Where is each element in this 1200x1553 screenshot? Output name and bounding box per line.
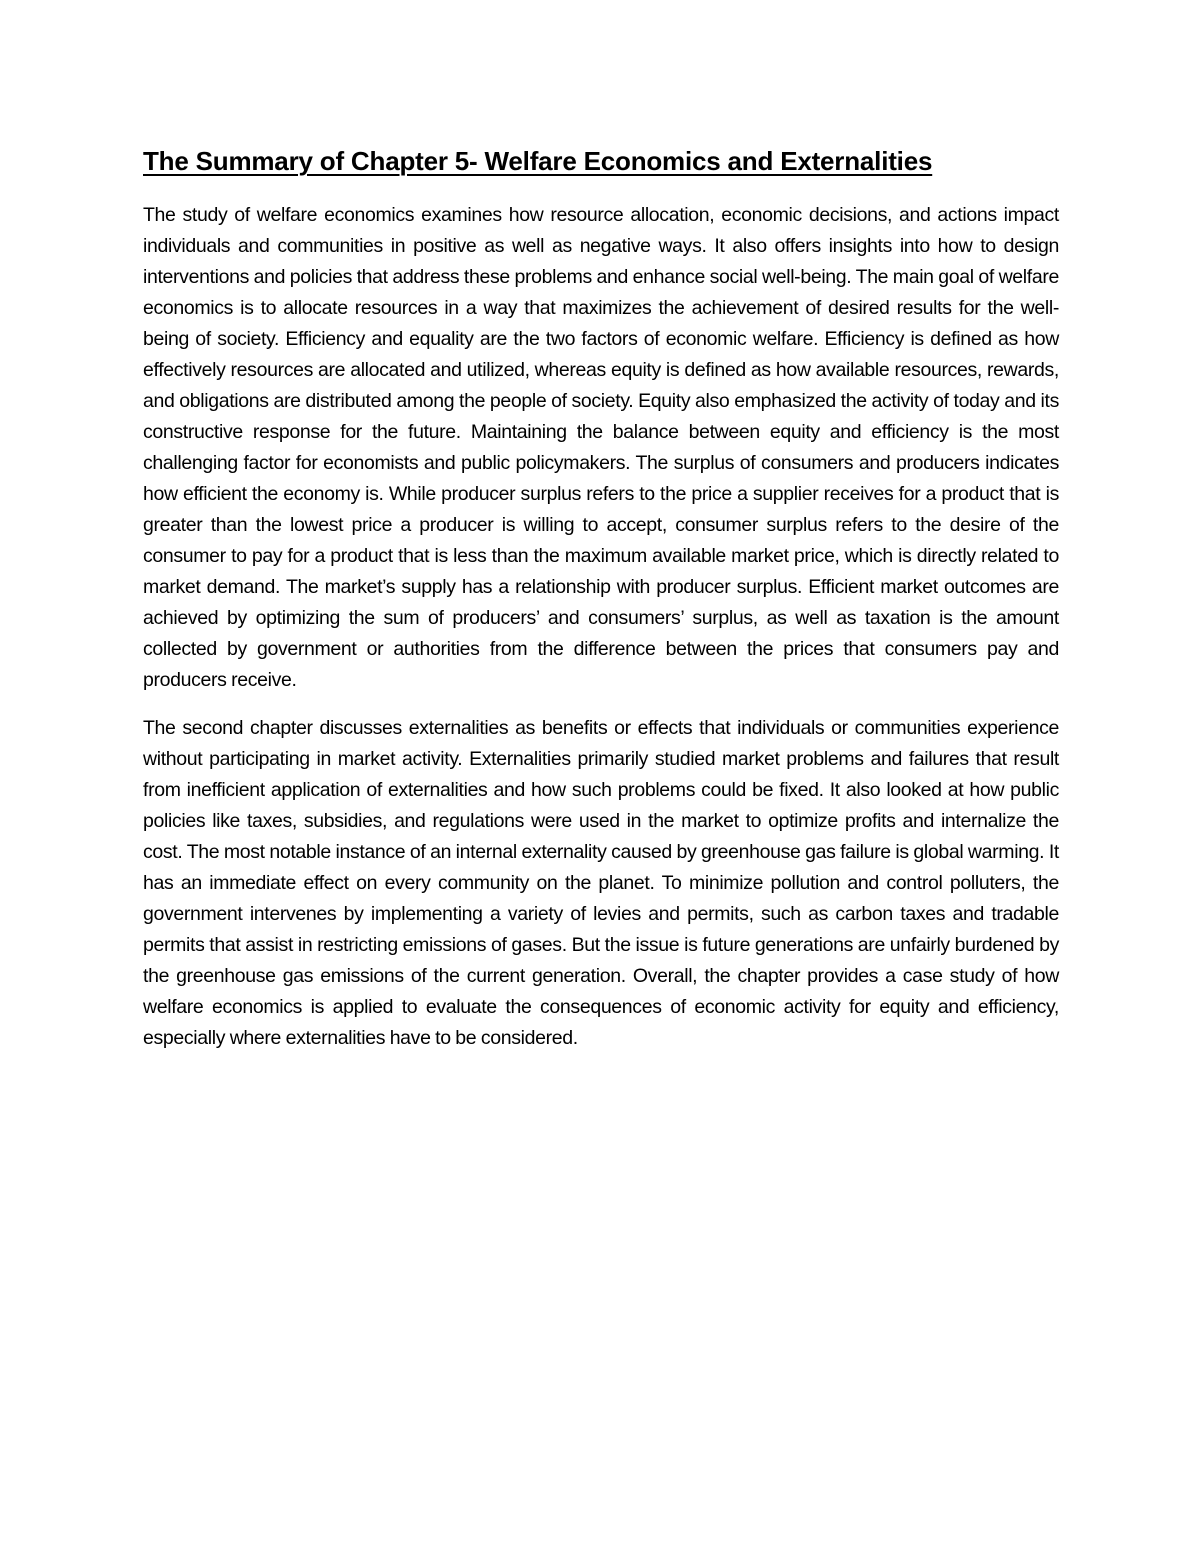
paragraph-externalities: The second chapter discusses externalities as benefits or effects that individuals or communities experience without participating in market activity. Externalities primarily studied market problems and failures that result from inefficient application of externalities and how such problems could be fixed. It also looked at how public policies like taxes, subsidies, and regulations were used in the market to optimize profits and internalize the cost. The most notable instance of an internal externality caused by greenhouse gas failure is global warming. It has an immediate effect on every community on the planet. To minimize pollution and control polluters, the government intervenes by implementing a variety of levies and permits, such as carbon taxes and tradable permits that assist in restricting emissions of gases. But the issue is future generations are unfairly burdened by the greenhouse gas emissions of the current generation. Overall, the chapter provides a case study of how welfare economics is applied to evaluate the consequences of economic activity for equity and efficiency, especially where externalities have to be considered. <box>143 717 1059 1049</box>
document-body <box>143 142 1059 1071</box>
paragraph-welfare-economics: The study of welfare economics examines how resource allocation, economic decisions, and actions impact individuals and communities in positive as well as negative ways. It also offers insights into how to design interventions and policies that address these problems and enhance social well-being. The main goal of welfare economics is to allocate resources in a way that maximizes the achievement of desired results for the well-being of society. Efficiency and equality are the two factors of economic welfare. Efficiency is defined as how effectively resources are allocated and utilized, whereas equity is defined as how available resources, rewards, and obligations are distributed among the people of society. Equity also emphasized the activity of today and its constructive response for the future. Maintaining the balance between equity and efficiency is the most challenging factor for economists and public policymakers. The surplus of consumers and producers indicates how efficient the economy is. While producer surplus refers to the price a supplier receives for a product that is greater than the lowest price a producer is willing to accept, consumer surplus refers to the desire of the consumer to pay for a product that is less than the maximum available market price, which is directly related to market demand. The market’s supply has a relationship with producer surplus. Efficient market outcomes are achieved by optimizing the sum of producers’ and consumers’ surplus, as well as taxation is the amount collected by government or authorities from the difference between the prices that consumers pay and producers receive. <box>143 204 1059 691</box>
document-title: The Summary of Chapter 5- Welfare Economics and Externalities <box>143 146 933 176</box>
